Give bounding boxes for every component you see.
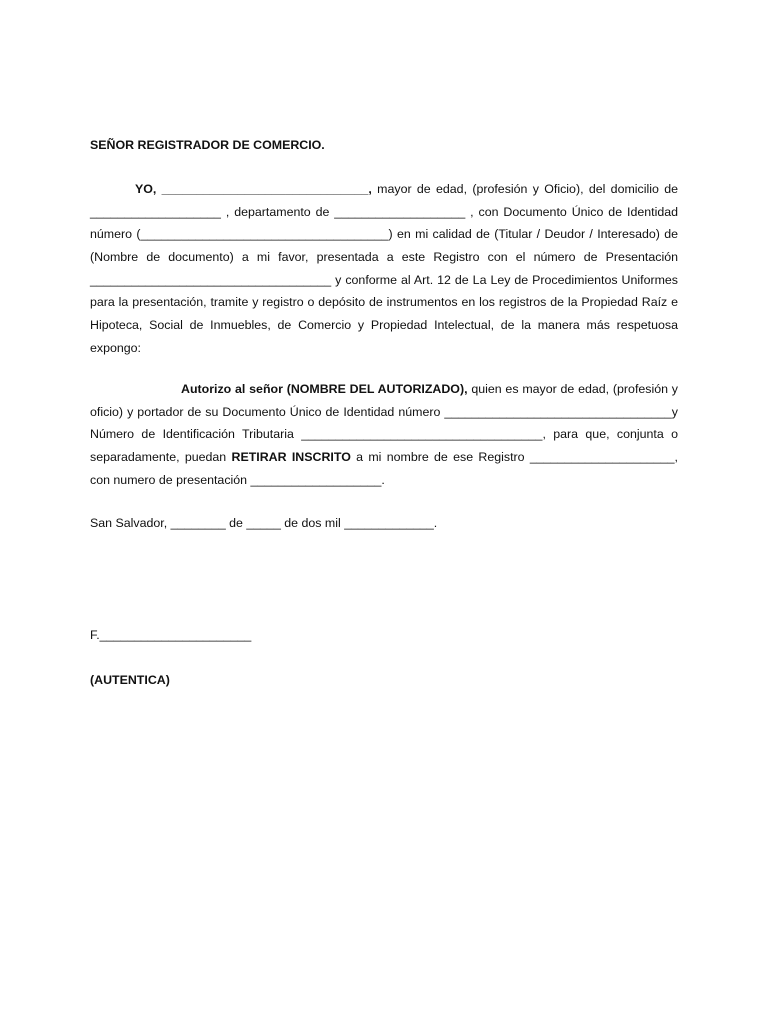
retirar-inscrito-text: RETIRAR INSCRITO <box>231 450 351 465</box>
signature-line: F.______________________ <box>90 628 252 642</box>
paragraph-line <box>90 178 678 201</box>
paragraph-authorization <box>90 378 678 491</box>
paragraph-line: ___________________________________ y conforme al Art. 12 de La Ley de Procedimientos Uniformes <box>90 272 678 287</box>
paragraph-line: (Nombre de documento) a mi favor, presentada a este Registro con el número de Presentación <box>90 250 678 265</box>
paragraph-line: para la presentación, tramite y registro o depósito de instrumentos en los registros de la Propiedad Raíz e <box>90 295 678 310</box>
paragraph-declaration <box>90 178 678 360</box>
paragraph-line: oficio) y portador de su Documento Único de Identidad número _________________________________y <box>90 404 678 419</box>
paragraph-line: expongo: <box>90 340 141 355</box>
paragraph-line: número (____________________________________) en mi calidad de (Titular / Deudor / Interesado) de <box>90 227 678 242</box>
document-heading: SEÑOR REGISTRADOR DE COMERCIO. <box>90 138 325 152</box>
declarant-name-blank: YO, ______________________________, <box>135 182 372 196</box>
paragraph-line: Número de Identificación Tributaria ___________________________________, para que, conjunta o <box>90 427 678 442</box>
line-text: separadamente, puedan <box>90 450 232 465</box>
paragraph-line: Hipoteca, Social de Inmuebles, de Comercio y Propiedad Intelectual, de la manera más respetuosa <box>90 318 678 333</box>
paragraph-line <box>90 378 678 401</box>
line-text: mayor de edad, (profesión y Oficio), del domicilio de <box>371 182 678 196</box>
date-line: San Salvador, ________ de _____ de dos mil _____________. <box>90 516 438 530</box>
paragraph-line: con numero de presentación ___________________. <box>90 472 385 487</box>
authorized-name: Autorizo al señor (NOMBRE DEL AUTORIZADO), <box>181 382 468 396</box>
line-text: quien es mayor de edad, (profesión y <box>467 382 679 396</box>
paragraph-line: ___________________ , departamento de ___________________ , con Documento Único de Identidad <box>90 204 678 219</box>
paragraph-line <box>90 446 678 469</box>
line-text: a mi nombre de ese Registro _____________________, <box>350 450 678 465</box>
closing-autentica: (AUTENTICA) <box>90 673 170 687</box>
